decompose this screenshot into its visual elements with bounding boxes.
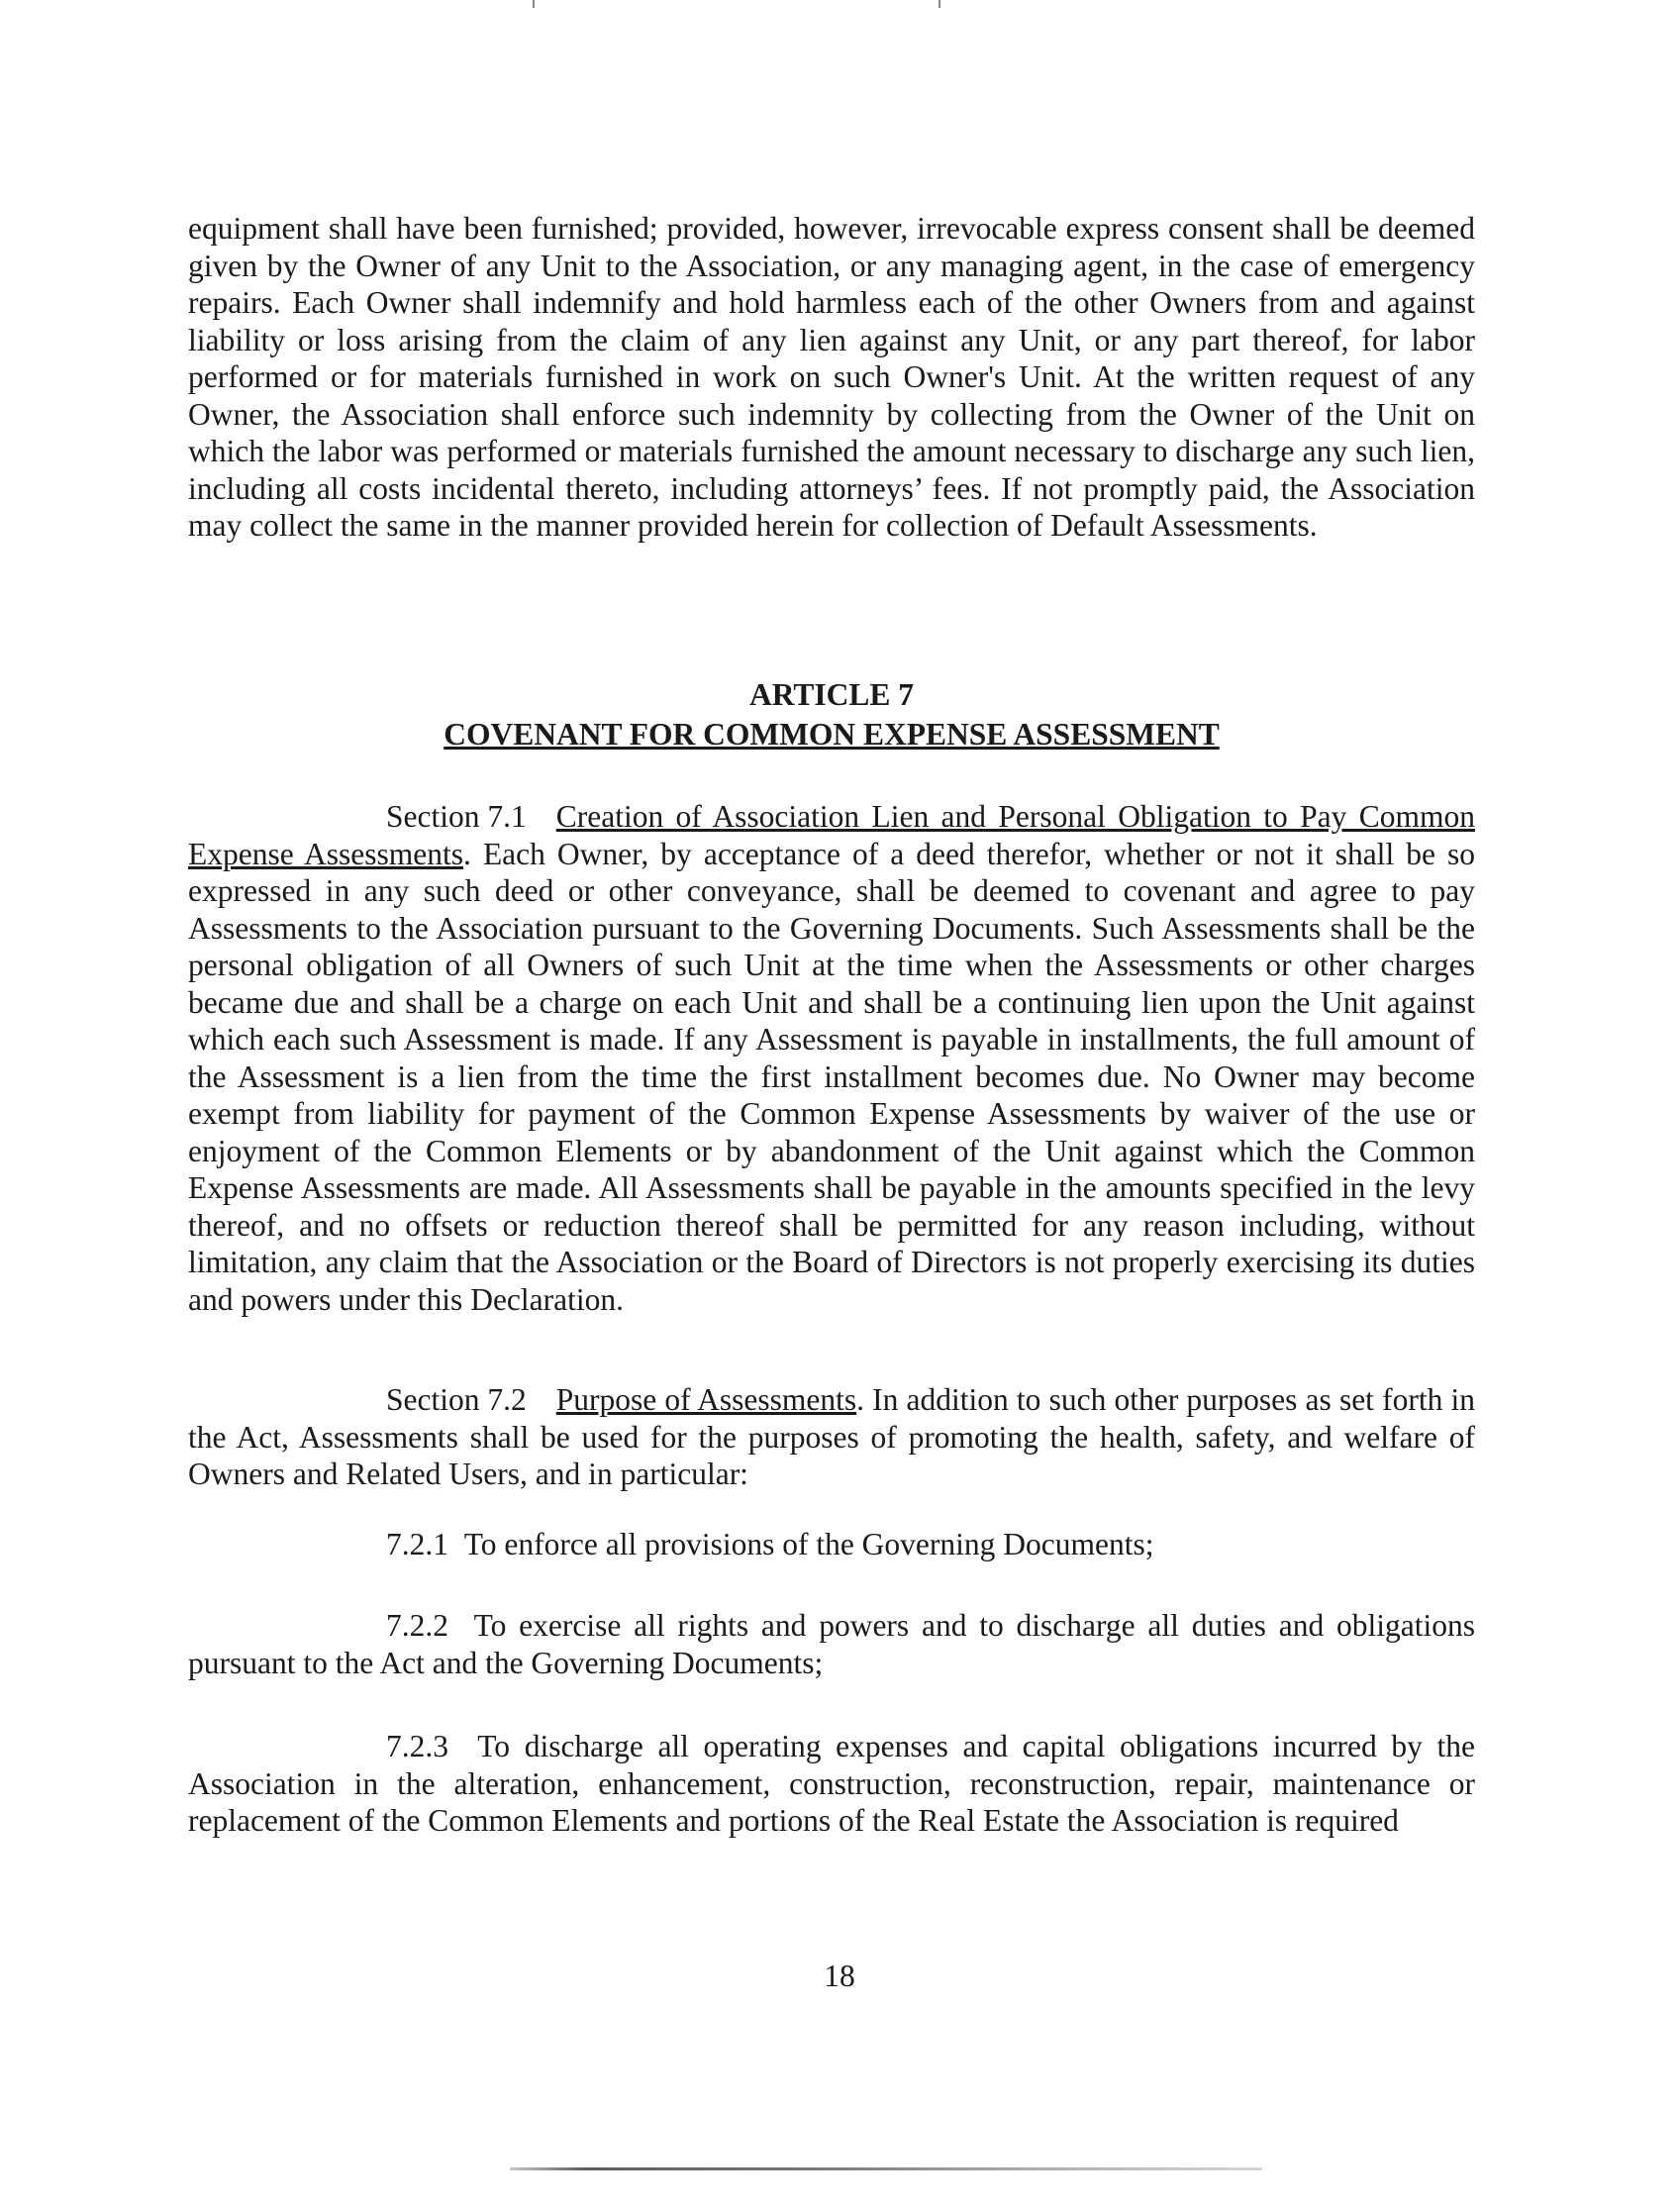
section-7-1-body: . Each Owner, by acceptance of a deed therefor, whether or not it shall be so expressed in any such deed or other conveyance, shall be deemed to covenant and agree to pay Assessments to the Association pursuant to the Governing Documents. Such Assessments shall be the personal obligation of all Owners of such Unit at the time when the Assessments or other charges became due and shall be a charge on each Unit and shall be a continuing lien upon the Unit against which each such Assessment is made. If any Assessment is payable in installments, the full amount of the Assessment is a lien from the time the first installment becomes due. No Owner may become exempt from liability for payment of the Common Expense Assessments by waiver of the use or enjoyment of the Common Elements or by abandonment of the Unit against which the Common Expense Assessments are made. All Assessments shall be payable in the amounts specified in the levy thereof, and no offsets or reduction thereof shall be permitted for any reason including, without limitation, any claim that the Association or the Board of Directors is not properly exercising its duties and powers under this Declaration. [188,836,1475,1317]
section-7-1-heading: Creation of Association Lien and Personal Obligation to Pay Common Expense Assessments [188,799,1475,871]
subsection-7-2-3-label: 7.2.3 [386,1729,448,1763]
section-7-1-label: Section 7.1 [386,799,527,834]
subsection-7-2-1 [386,1526,1475,1563]
article-heading [188,675,1475,754]
section-7-1-paragraph [188,798,1475,1318]
section-7-2-paragraph [188,1381,1475,1493]
subsection-7-2-3-text: To discharge all operating expenses and capital obligations incurred by the Association in the alteration, enhancement, construction, reconstruction, repair, maintenance or replacement of the Common Elements and portions of the Real Estate the Association is required [188,1729,1476,1838]
scan-artifact-mark [533,0,535,8]
subsection-7-2-2 [188,1607,1475,1681]
subsection-7-2-1-label: 7.2.1 [386,1527,448,1561]
intro-paragraph: equipment shall have been furnished; provided, however, irrevocable express consent shall be deemed given by the Owner of any Unit to the Association, or any managing agent, in the case of emergency repairs. Each Owner shall indemnify and hold harmless each of the other Owners from and against liability or loss arising from the claim of any lien against any Unit, or any part thereof, for labor performed or for materials furnished in work on such Owner's Unit. At the written request of any Owner, the Association shall enforce such indemnity by collecting from the Owner of the Unit on which the labor was performed or materials furnished the amount necessary to discharge any such lien, including all costs incidental thereto, including attorneys’ fees. If not promptly paid, the Association may collect the same in the manner provided herein for collection of Default Assessments. [188,211,1475,543]
section-7-2-label: Section 7.2 [386,1382,527,1417]
article-title: COVENANT FOR COMMON EXPENSE ASSESSMENT [444,717,1220,752]
subsection-7-2-2-text: To exercise all rights and powers and to discharge all duties and obligations pursuant to the Act and the Governing Documents; [188,1608,1475,1680]
subsection-7-2-2-label: 7.2.2 [386,1608,448,1643]
scan-artifact-mark [938,0,940,8]
section-7-2-body: . In addition to such other purposes as set forth in the Act, Assessments shall be used for the purposes of promoting the health, safety, and welfare of Owners and Related Users, and in particular: [188,1382,1475,1491]
subsection-7-2-1-text: To enforce all provisions of the Governing Documents; [463,1527,1154,1561]
section-7-2-heading: Purpose of Assessments [555,1382,857,1417]
article-number: ARTICLE 7 [748,677,915,712]
scan-artifact-line [510,2167,1262,2170]
page-number: 18 [824,1959,855,1993]
subsection-7-2-3 [188,1728,1475,1840]
